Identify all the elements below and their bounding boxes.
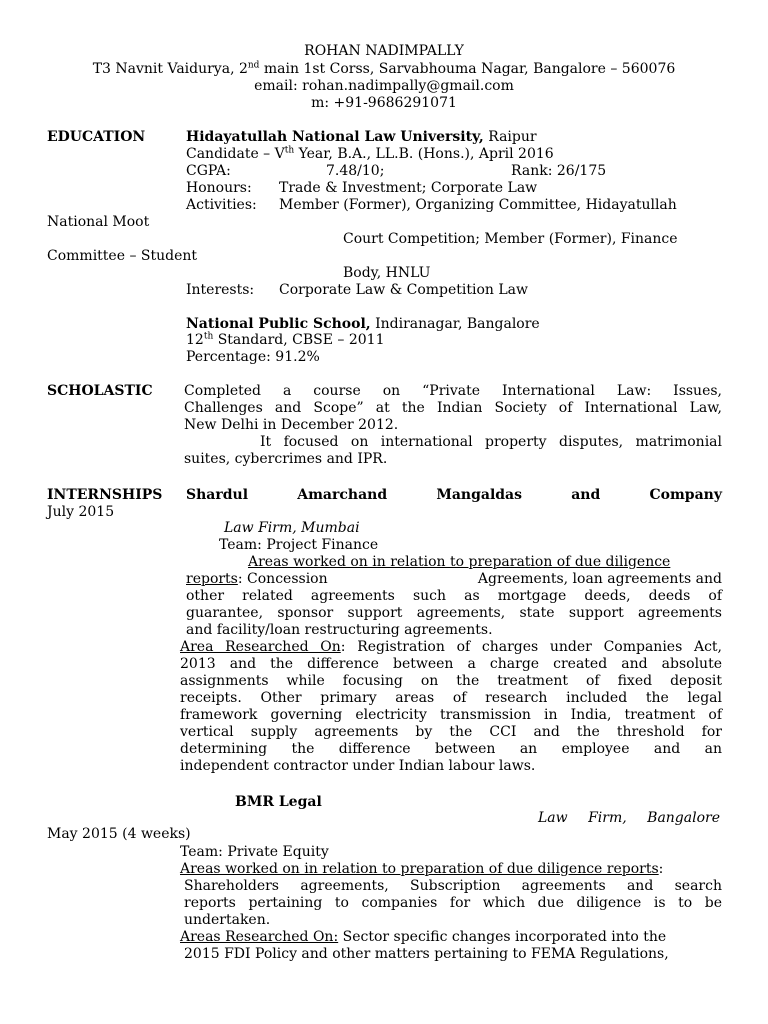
- firm1-name-word: Mangaldas: [436, 487, 523, 503]
- education-heading: EDUCATION: [47, 129, 146, 145]
- firm1-name: [186, 487, 722, 504]
- honours-value: Trade & Investment; Corporate Law: [279, 180, 538, 196]
- address: [0, 61, 768, 78]
- activities-wrap: Committee – Student: [47, 248, 198, 264]
- honours-label: Honours:: [186, 180, 252, 196]
- activities-line: Member (Former), Organizing Committee, Hidayatullah: [279, 197, 677, 213]
- school: [186, 316, 540, 333]
- firm1-areas-line: and facility/loan restructuring agreements.: [186, 622, 493, 638]
- firm2-areas-label: Areas worked on in relation to preparation of due diligence reports: [180, 861, 659, 877]
- firm2-researched-text: Sector specific changes incorporated into the: [338, 929, 667, 945]
- firm1-researched-label: Area Researched On: [180, 639, 341, 655]
- firm2-date: May 2015 (4 weeks): [47, 826, 191, 842]
- firm2-areas-line: undertaken.: [184, 912, 271, 928]
- standard-line: [186, 332, 384, 349]
- firm1-researched-line: framework governing electricity transmission in India, treatment of: [180, 707, 722, 723]
- activities-line: Court Competition; Member (Former), Finance: [343, 231, 678, 247]
- activities-label: Activities:: [186, 197, 257, 213]
- firm1-name-word: Company: [649, 487, 722, 503]
- firm2-researched-label: Areas Researched On:: [180, 929, 339, 945]
- interests-value: Corporate Law & Competition Law: [279, 282, 529, 298]
- university: [186, 129, 537, 146]
- firm1-team: Team: Project Finance: [219, 537, 379, 553]
- activities-wrap: National Moot: [47, 214, 150, 230]
- firm2-type: Law Firm, Bangalore: [538, 810, 720, 826]
- firm1-areas-text: : Concession: [237, 571, 328, 587]
- firm1-areas-label: Areas worked on in relation to preparation of due diligence: [248, 554, 671, 570]
- firm1-researched-line: assignments while focusing on the treatment of fixed deposit: [180, 673, 722, 689]
- firm2-areas-colon: :: [658, 861, 664, 877]
- scholastic-line: New Delhi in December 2012.: [184, 417, 399, 433]
- firm1-name-word: Shardul: [186, 487, 249, 503]
- firm1-researched-text: : Registration of charges under Companies Act,: [340, 639, 722, 655]
- candidate-part: Candidate – V: [186, 146, 285, 162]
- school-name: National Public School,: [186, 316, 371, 332]
- firm2-areas-line: reports pertaining to companies for which due diligence is to be: [184, 895, 722, 911]
- phone: m: +91-9686291071: [311, 95, 457, 111]
- candidate-sup: th: [284, 145, 295, 156]
- university-name: Hidayatullah National Law University,: [186, 129, 484, 145]
- firm1-areas-seg: [186, 571, 328, 588]
- firm1-researched-line: independent contractor under Indian labour laws.: [180, 758, 536, 774]
- firm1-date: July 2015: [47, 504, 115, 520]
- scholastic-line: Challenges and Scope” at the Indian Society of International Law,: [184, 400, 722, 416]
- firm2-researched-line: 2015 FDI Policy and other matters pertaining to FEMA Regulations,: [184, 946, 669, 962]
- scholastic-heading: SCHOLASTIC: [47, 383, 153, 399]
- firm1-areas-text: Agreements, loan agreements and: [477, 571, 722, 587]
- firm1-name-word: Amarchand: [297, 487, 388, 503]
- address-sup: nd: [247, 60, 260, 71]
- percentage: Percentage: 91.2%: [186, 349, 320, 365]
- firm1-areas-line: [186, 571, 722, 588]
- firm1-type: Law Firm, Mumbai: [224, 520, 360, 536]
- firm1-areas-line: guarantee, sponsor support agreements, state support agreements: [186, 605, 722, 621]
- rank: Rank: 26/175: [511, 163, 607, 179]
- candidate-part: Year, B.A., LL.B. (Hons.), April 2016: [294, 146, 554, 162]
- firm2-researched-line: [180, 929, 666, 946]
- firm2-areas-line: [180, 861, 663, 878]
- internships-heading: INTERNSHIPS: [47, 487, 163, 503]
- cgpa-value: 7.48/10;: [326, 163, 385, 179]
- firm2-name: BMR Legal: [235, 794, 322, 810]
- firm1-researched-line: [180, 639, 722, 656]
- firm1-researched-line: 2013 and the difference between a charge created and absolute: [180, 656, 722, 672]
- firm1-areas-line: other related agreements such as mortgage deeds, deeds of: [186, 588, 722, 604]
- cgpa-label: CGPA:: [186, 163, 231, 179]
- standard-part: 12: [186, 332, 204, 348]
- firm1-researched-line: receipts. Other primary areas of research included the legal: [180, 690, 722, 706]
- email: email: rohan.nadimpally@gmail.com: [254, 78, 514, 94]
- interests-label: Interests:: [186, 282, 255, 298]
- address-part: T3 Navnit Vaidurya, 2: [92, 61, 248, 77]
- standard-part: Standard, CBSE – 2011: [213, 332, 385, 348]
- standard-sup: th: [203, 331, 214, 342]
- firm1-researched-line: determining the difference between an employee and an: [180, 741, 722, 757]
- firm2-team: Team: Private Equity: [180, 844, 329, 860]
- firm1-researched-line: vertical supply agreements by the CCI and the threshold for: [180, 724, 722, 740]
- scholastic-line: Completed a course on “Private International Law: Issues,: [184, 383, 722, 399]
- university-city: Raipur: [483, 129, 537, 145]
- candidate-line: [186, 146, 554, 163]
- activities-line: Body, HNLU: [343, 265, 431, 281]
- firm1-name-word: and: [571, 487, 601, 503]
- school-city: Indiranagar, Bangalore: [370, 316, 540, 332]
- address-part: main 1st Corss, Sarvabhouma Nagar, Bangalore – 560076: [259, 61, 676, 77]
- scholastic-line: It focused on international property disputes, matrimonial: [260, 434, 722, 450]
- firm2-areas-line: Shareholders agreements, Subscription agreements and search: [184, 878, 722, 894]
- scholastic-line: suites, cybercrimes and IPR.: [184, 451, 388, 467]
- resume-name: ROHAN NADIMPALLY: [304, 43, 464, 59]
- firm1-areas-label-cont: reports: [186, 571, 238, 587]
